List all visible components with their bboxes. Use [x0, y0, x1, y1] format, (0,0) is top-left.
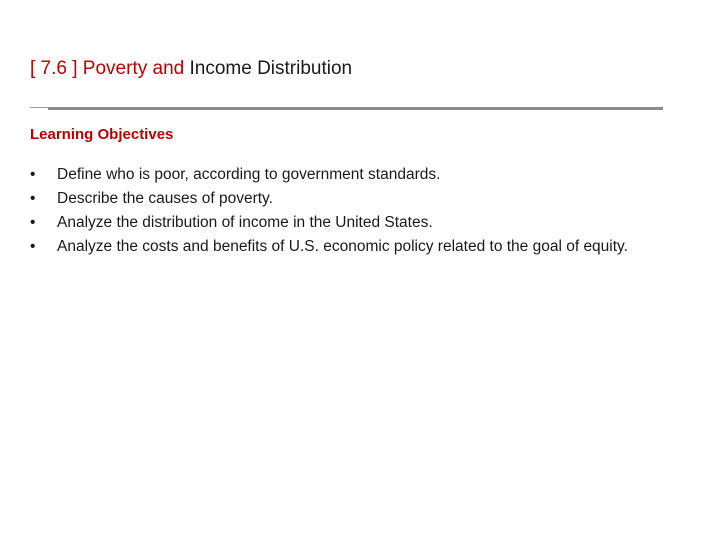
objective-text: Describe the causes of poverty. — [57, 190, 273, 207]
learning-objectives-heading: Learning Objectives — [30, 126, 174, 143]
title-divider-lead — [30, 107, 48, 108]
list-item — [30, 187, 630, 211]
objective-text: Define who is poor, according to government standards. — [57, 166, 441, 183]
objective-text: Analyze the distribution of income in the United States. — [57, 214, 433, 231]
title-topic: Income Distribution — [189, 58, 353, 79]
title-divider — [48, 107, 663, 110]
list-item — [30, 235, 630, 259]
bullet-icon: • — [30, 238, 36, 255]
objectives-list — [30, 163, 630, 259]
objective-text: Analyze the costs and benefits of U.S. economic policy related to the goal of equity. — [57, 238, 628, 255]
list-item — [30, 163, 630, 187]
bullet-icon: • — [30, 190, 36, 207]
bullet-icon: • — [30, 214, 36, 231]
slide-title — [30, 57, 352, 81]
title-section-label: [ 7.6 ] Poverty and — [30, 58, 185, 79]
bullet-icon: • — [30, 166, 36, 183]
list-item — [30, 211, 630, 235]
